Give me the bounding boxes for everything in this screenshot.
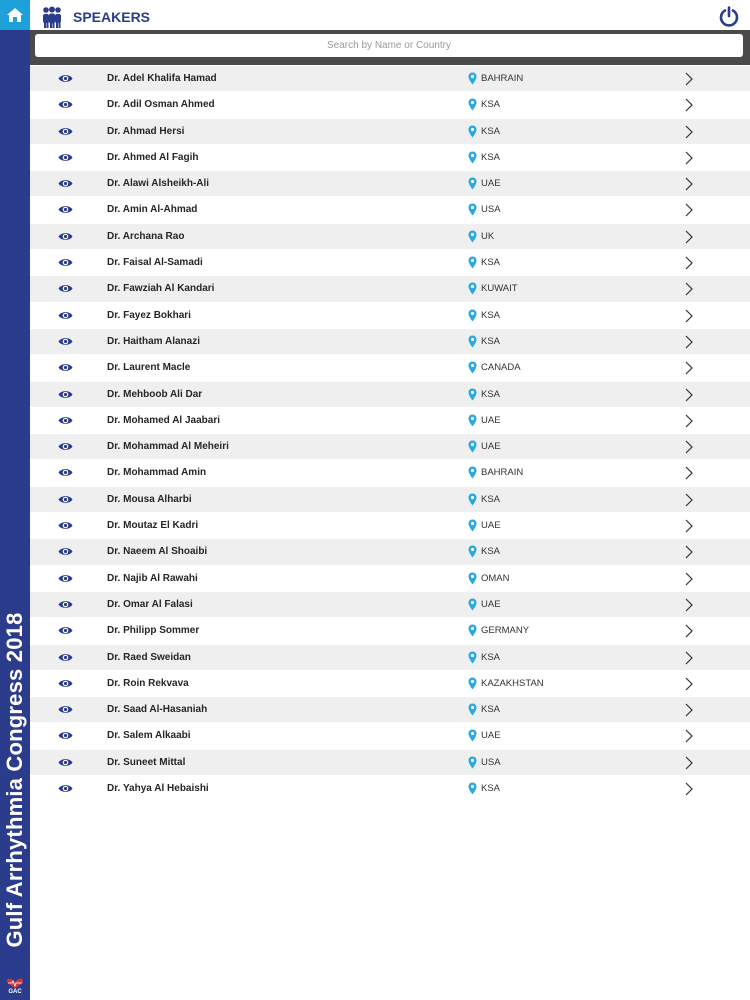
speaker-row[interactable] (30, 303, 750, 329)
eye-icon[interactable] (58, 757, 73, 768)
speaker-name: Dr. Salem Alkaabi (107, 730, 191, 742)
speaker-row[interactable] (30, 566, 750, 592)
location-pin-icon (468, 651, 477, 664)
chevron-right-icon[interactable] (685, 677, 693, 691)
speaker-row[interactable] (30, 460, 750, 486)
chevron-right-icon[interactable] (685, 125, 693, 139)
speaker-name: Dr. Fayez Bokhari (107, 309, 191, 321)
speaker-row[interactable] (30, 119, 750, 145)
speaker-country: USA (481, 204, 501, 216)
eye-icon[interactable] (58, 573, 73, 584)
speaker-row[interactable] (30, 487, 750, 513)
chevron-right-icon[interactable] (685, 177, 693, 191)
location-pin-icon (468, 782, 477, 795)
speaker-row[interactable] (30, 92, 750, 118)
location-pin-icon (468, 309, 477, 322)
chevron-right-icon[interactable] (685, 598, 693, 612)
eye-icon[interactable] (58, 415, 73, 426)
location-pin-icon (468, 624, 477, 637)
speaker-name: Dr. Yahya Al Hebaishi (107, 783, 209, 795)
chevron-right-icon[interactable] (685, 98, 693, 112)
speaker-name: Dr. Mohamed Al Jaabari (107, 414, 220, 426)
eye-icon[interactable] (58, 389, 73, 400)
home-icon (6, 7, 24, 23)
eye-icon[interactable] (58, 441, 73, 452)
location-pin-icon (468, 256, 477, 269)
speaker-row[interactable] (30, 618, 750, 644)
speaker-name: Dr. Adel Khalifa Hamad (107, 73, 217, 84)
chevron-right-icon[interactable] (685, 440, 693, 454)
speaker-country: KSA (481, 546, 501, 558)
speaker-row[interactable] (30, 671, 750, 697)
chevron-right-icon[interactable] (685, 651, 693, 665)
chevron-right-icon[interactable] (685, 624, 693, 638)
speaker-row[interactable] (30, 224, 750, 250)
speaker-country: KSA (481, 651, 501, 663)
speaker-name: Dr. Najib Al Rawahi (107, 572, 198, 584)
header (30, 0, 750, 30)
speaker-country: UAE (481, 520, 501, 532)
speaker-country: KSA (481, 257, 501, 269)
speaker-row[interactable] (30, 723, 750, 749)
speaker-country: USA (481, 756, 501, 768)
sidebar (0, 0, 30, 1000)
location-pin-icon (468, 519, 477, 532)
gac-logo (2, 974, 28, 996)
speaker-country: KSA (481, 388, 501, 400)
speaker-country: KSA (481, 335, 501, 347)
eye-icon[interactable] (58, 362, 73, 373)
speaker-name: Dr. Raed Sweidan (107, 651, 191, 663)
location-pin-icon (468, 361, 477, 374)
speaker-country: GERMANY (481, 625, 530, 637)
chevron-right-icon[interactable] (685, 72, 693, 86)
eye-icon[interactable] (58, 126, 73, 137)
location-pin-icon (468, 493, 477, 506)
eye-icon[interactable] (58, 99, 73, 110)
eye-icon[interactable] (58, 178, 73, 189)
location-pin-icon (468, 98, 477, 111)
speaker-country: UAE (481, 441, 501, 453)
home-button[interactable] (0, 0, 30, 30)
location-pin-icon (468, 677, 477, 690)
speaker-row[interactable] (30, 329, 750, 355)
location-pin-icon (468, 282, 477, 295)
speaker-row[interactable] (30, 276, 750, 302)
chevron-right-icon[interactable] (685, 493, 693, 507)
speaker-country: KSA (481, 99, 501, 111)
speaker-row[interactable] (30, 66, 750, 92)
chevron-right-icon[interactable] (685, 545, 693, 559)
chevron-right-icon[interactable] (685, 203, 693, 217)
speaker-name: Dr. Ahmed Al Fagih (107, 151, 199, 163)
chevron-right-icon[interactable] (685, 309, 693, 323)
chevron-right-icon[interactable] (685, 756, 693, 770)
location-pin-icon (468, 177, 477, 190)
eye-icon[interactable] (58, 520, 73, 531)
eye-icon[interactable] (58, 336, 73, 347)
speaker-country: KUWAIT (481, 283, 518, 295)
speaker-name: Dr. Mousa Alharbi (107, 493, 192, 505)
speaker-name: Dr. Roin Rekvava (107, 677, 189, 689)
chevron-right-icon[interactable] (685, 782, 693, 796)
speaker-name: Dr. Amin Al-Ahmad (107, 204, 198, 216)
speaker-name: Dr. Naeem Al Shoaibi (107, 546, 208, 558)
speaker-name: Dr. Philipp Sommer (107, 625, 200, 637)
location-pin-icon (468, 203, 477, 216)
speaker-country: UAE (481, 598, 501, 610)
location-pin-icon (468, 545, 477, 558)
speaker-list (30, 66, 750, 802)
location-pin-icon (468, 151, 477, 164)
eye-icon[interactable] (58, 652, 73, 663)
speaker-row[interactable] (30, 355, 750, 381)
speaker-row[interactable] (30, 776, 750, 802)
eye-icon[interactable] (58, 730, 73, 741)
people-icon (40, 6, 64, 28)
speaker-name: Dr. Archana Rao (107, 230, 185, 242)
speaker-row[interactable] (30, 539, 750, 565)
speaker-row[interactable] (30, 645, 750, 671)
eye-icon[interactable] (58, 204, 73, 215)
eye-icon[interactable] (58, 599, 73, 610)
speaker-country: KSA (481, 309, 501, 321)
chevron-right-icon[interactable] (685, 388, 693, 402)
speaker-row[interactable] (30, 408, 750, 434)
chevron-right-icon[interactable] (685, 572, 693, 586)
eye-icon[interactable] (58, 283, 73, 294)
location-pin-icon (468, 335, 477, 348)
speaker-name: Dr. Faisal Al-Samadi (107, 257, 203, 269)
location-pin-icon (468, 230, 477, 243)
chevron-right-icon[interactable] (685, 703, 693, 717)
speaker-name: Dr. Mohammad Al Meheiri (107, 441, 229, 453)
heart-logo-icon (6, 978, 24, 989)
speaker-row[interactable] (30, 382, 750, 408)
speaker-row[interactable] (30, 697, 750, 723)
speaker-country: KSA (481, 783, 501, 795)
speaker-country: KSA (481, 125, 501, 137)
location-pin-icon (468, 414, 477, 427)
chevron-right-icon[interactable] (685, 282, 693, 296)
eye-icon[interactable] (58, 546, 73, 557)
speaker-country: UAE (481, 178, 501, 190)
speaker-name: Dr. Omar Al Falasi (107, 598, 193, 610)
chevron-right-icon[interactable] (685, 519, 693, 533)
speaker-country: KSA (481, 704, 501, 716)
gac-logo-text: GAC (8, 989, 22, 995)
eye-icon[interactable] (58, 73, 73, 84)
speaker-country: OMAN (481, 572, 510, 584)
speaker-name: Dr. Alawi Alsheikh-Ali (107, 178, 210, 190)
chevron-right-icon[interactable] (685, 151, 693, 165)
location-pin-icon (468, 388, 477, 401)
chevron-right-icon[interactable] (685, 256, 693, 270)
speaker-name: Dr. Laurent Macle (107, 362, 191, 374)
speaker-country: BAHRAIN (481, 467, 524, 479)
speaker-row[interactable] (30, 434, 750, 460)
eye-icon[interactable] (58, 467, 73, 478)
chevron-right-icon[interactable] (685, 230, 693, 244)
power-icon[interactable] (718, 6, 740, 28)
chevron-right-icon[interactable] (685, 729, 693, 743)
location-pin-icon (468, 598, 477, 611)
speaker-country: UK (481, 230, 495, 242)
eye-icon[interactable] (58, 231, 73, 242)
eye-icon[interactable] (58, 257, 73, 268)
speaker-row[interactable] (30, 513, 750, 539)
location-pin-icon (468, 440, 477, 453)
page-title: SPEAKERS (73, 9, 151, 25)
speaker-name: Dr. Ahmad Hersi (107, 125, 185, 137)
speaker-name: Dr. Haitham Alanazi (107, 335, 200, 347)
search-input[interactable] (35, 34, 743, 57)
congress-title: Gulf Arrhythmia Congress 2018 (2, 612, 27, 948)
speaker-country: CANADA (481, 362, 521, 374)
location-pin-icon (468, 572, 477, 585)
location-pin-icon (468, 72, 477, 85)
speaker-name: Dr. Suneet Mittal (107, 756, 186, 768)
location-pin-icon (468, 125, 477, 138)
location-pin-icon (468, 729, 477, 742)
speaker-name: Dr. Saad Al-Hasaniah (107, 704, 208, 716)
eye-icon[interactable] (58, 625, 73, 636)
eye-icon[interactable] (58, 704, 73, 715)
eye-icon[interactable] (58, 494, 73, 505)
speaker-country: KSA (481, 151, 501, 163)
speaker-row[interactable] (30, 171, 750, 197)
speaker-country: KSA (481, 493, 501, 505)
speaker-country: UAE (481, 730, 501, 742)
location-pin-icon (468, 466, 477, 479)
eye-icon[interactable] (58, 678, 73, 689)
location-pin-icon (468, 703, 477, 716)
speaker-row[interactable] (30, 250, 750, 276)
speaker-row[interactable] (30, 145, 750, 171)
eye-icon[interactable] (58, 152, 73, 163)
speaker-country: KAZAKHSTAN (481, 677, 544, 689)
speaker-country: BAHRAIN (481, 73, 524, 84)
chevron-right-icon[interactable] (685, 414, 693, 428)
eye-icon[interactable] (58, 783, 73, 794)
speaker-name: Dr. Adil Osman Ahmed (107, 99, 215, 111)
speaker-name: Dr. Mohammad Amin (107, 467, 207, 479)
speaker-row[interactable] (30, 750, 750, 776)
speaker-row[interactable] (30, 592, 750, 618)
speaker-row[interactable] (30, 197, 750, 223)
speaker-name: Dr. Mehboob Ali Dar (107, 388, 203, 400)
chevron-right-icon[interactable] (685, 361, 693, 375)
speaker-name: Dr. Moutaz El Kadri (107, 520, 199, 532)
search-bar (30, 30, 750, 65)
speaker-name: Dr. Fawziah Al Kandari (107, 283, 215, 295)
speaker-country: UAE (481, 414, 501, 426)
chevron-right-icon[interactable] (685, 335, 693, 349)
location-pin-icon (468, 756, 477, 769)
chevron-right-icon[interactable] (685, 466, 693, 480)
eye-icon[interactable] (58, 310, 73, 321)
